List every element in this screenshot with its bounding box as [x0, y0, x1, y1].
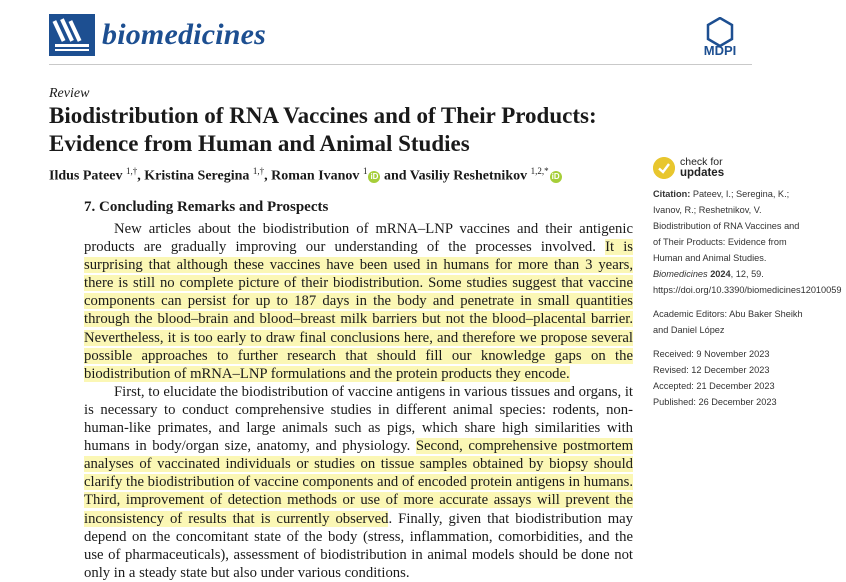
paragraph-text: New articles about the biodistribution of mRNA–LNP vaccines and their antigenic products are gradually improving our understanding of the processes involved.: [84, 221, 633, 256]
citation-label: Citation:: [653, 189, 691, 199]
check-for-updates-icon: [653, 157, 675, 179]
citation-text: Pateev, I.; Seregina, K.; Ivanov, R.; Reshetnikov, V. Biodistribution of RNA Vaccines and of Their Products: Evidence from Human and Animal Studies.: [653, 189, 800, 263]
citation-journal: Biomedicines: [653, 269, 708, 279]
academic-editors: Academic Editors: Abu Baker Sheikh and Daniel López: [653, 309, 803, 335]
journal-logo-icon: [49, 14, 95, 56]
article-title: [49, 102, 699, 158]
article-title-line-2: Evidence from Human and Animal Studies: [49, 131, 470, 156]
header-divider: [49, 64, 752, 65]
author-conjunction: and: [383, 168, 407, 184]
author-affiliation: 1,†: [126, 166, 138, 176]
highlighted-text: It is surprising that although these vaccines have been used in humans for more than 3 years, there is still no complete picture of their biodistribution. Some studies suggest that vaccine components can persist for up to 187 days in the body and penetrate in small quantities through the blood–brain and blood–breast milk barriers but not the blood–placental barrier. Nevertheless, it is too early to draw final conclusions here, and therefore we propose several possible approaches to further research that should fill our knowledge gaps on the biodistribution of mRNA–LNP formulations and the protein products they encode.: [84, 239, 633, 382]
author-affiliation: 1,†: [252, 166, 265, 176]
mdpi-logo-text: MDPI: [703, 43, 737, 57]
author-separator: ,: [137, 168, 141, 184]
date-received: Received: 9 November 2023: [653, 349, 770, 359]
journal-name[interactable]: biomedicines: [102, 18, 267, 51]
date-revised: Revised: 12 December 2023: [653, 365, 770, 375]
check-line-2: updates: [680, 166, 725, 179]
date-published: Published: 26 December 2023: [653, 397, 777, 407]
author-name[interactable]: Roman Ivanov: [271, 168, 360, 184]
author-name[interactable]: Vasiliy Reshetnikov: [409, 168, 528, 184]
check-line-1: check for: [680, 156, 723, 168]
citation-year: 2024: [707, 269, 731, 279]
date-accepted: Accepted: 21 December 2023: [653, 381, 775, 391]
section-heading: 7. Concluding Remarks and Prospects: [84, 199, 329, 215]
section-body: [84, 220, 633, 582]
citation: [653, 186, 842, 298]
article-type: Review: [49, 86, 90, 101]
author-list: [49, 166, 562, 185]
check-for-updates-label: [680, 157, 724, 178]
author-name[interactable]: Ildus Pateev: [49, 168, 123, 184]
author-name[interactable]: Kristina Seregina: [144, 168, 250, 184]
author-separator: ,: [264, 168, 268, 184]
check-for-updates[interactable]: [653, 157, 773, 183]
paragraph: [84, 220, 633, 383]
article-sidebar: [653, 186, 842, 410]
orcid-icon[interactable]: iD: [551, 171, 560, 181]
author-affiliation: 1,2,*: [530, 166, 549, 176]
citation-doi[interactable]: , 12, 59. https://doi.org/10.3390/biomedicines12010059: [653, 269, 842, 295]
paragraph-text: . Finally, given that biodistribution may depend on the concomitant state of the body (stress, inflammation, comorbidities, and the use of pharmaceuticals), assessment of biodistribution in animal models should be done not only in a steady state but also under various conditions.: [84, 510, 634, 581]
mdpi-logo-icon[interactable]: [693, 17, 747, 57]
paragraph-text: First, to elucidate the biodistribution of vaccine antigens in various tissues and organs, it is necessary to conduct comprehensive studies in different animal species: rodents, non-human-like primates, and large animals such as pigs, which share high similarities with humans in body/organ size, anatomy, and physiology.: [84, 383, 634, 455]
author-affiliation: 1: [362, 166, 368, 176]
orcid-icon[interactable]: iD: [370, 171, 379, 181]
paragraph: [84, 383, 633, 582]
highlighted-text: Second, comprehensive postmortem analyses of vaccinated individuals or studies on tissue samples obtained by biopsy should clarify the biodistribution of vaccine components and of encoded protein antigens in humans. Third, improvement of detection methods or use of more accurate assays will prevent the inconsistency of results that is currently observed: [84, 438, 633, 527]
article-title-line-1: Biodistribution of RNA Vaccines and of Their Products:: [49, 103, 597, 128]
